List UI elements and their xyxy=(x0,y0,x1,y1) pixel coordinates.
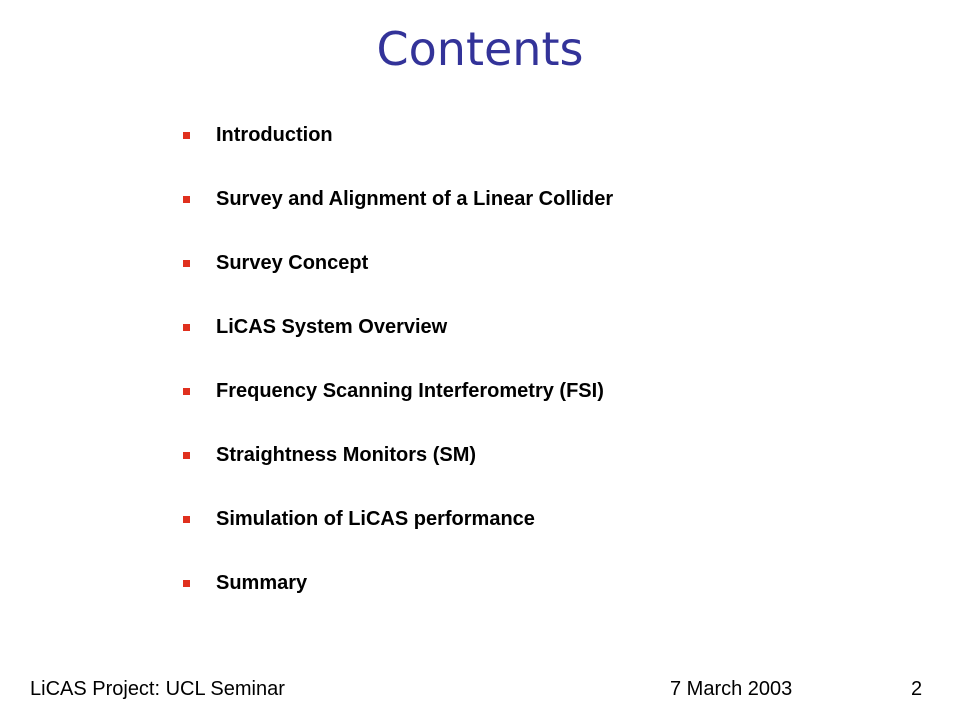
list-item-label: Straightness Monitors (SM) xyxy=(216,443,477,466)
square-bullet-icon xyxy=(183,580,190,587)
square-bullet-icon xyxy=(183,132,190,139)
list-item xyxy=(183,439,613,471)
contents-list xyxy=(183,119,613,631)
slide-title: Contents xyxy=(376,22,584,76)
list-item-label: Simulation of LiCAS performance xyxy=(216,507,535,530)
list-item xyxy=(183,375,613,407)
list-item xyxy=(183,311,613,343)
footer-page-number: 2 xyxy=(911,678,923,700)
square-bullet-icon xyxy=(183,260,190,267)
list-item-label: LiCAS System Overview xyxy=(216,315,448,338)
square-bullet-icon xyxy=(183,196,190,203)
list-item-label: Summary xyxy=(216,571,308,594)
list-item xyxy=(183,183,613,215)
list-item-label: Frequency Scanning Interferometry (FSI) xyxy=(216,379,604,402)
square-bullet-icon xyxy=(183,516,190,523)
square-bullet-icon xyxy=(183,452,190,459)
footer-presentation-title: LiCAS Project: UCL Seminar xyxy=(30,678,285,700)
list-item xyxy=(183,119,613,151)
list-item xyxy=(183,567,613,599)
footer-date: 7 March 2003 xyxy=(670,678,793,700)
list-item-label: Survey and Alignment of a Linear Collider xyxy=(216,187,614,210)
list-item-label: Introduction xyxy=(216,123,333,146)
list-item xyxy=(183,503,613,535)
square-bullet-icon xyxy=(183,388,190,395)
square-bullet-icon xyxy=(183,324,190,331)
list-item xyxy=(183,247,613,279)
list-item-label: Survey Concept xyxy=(216,251,369,274)
